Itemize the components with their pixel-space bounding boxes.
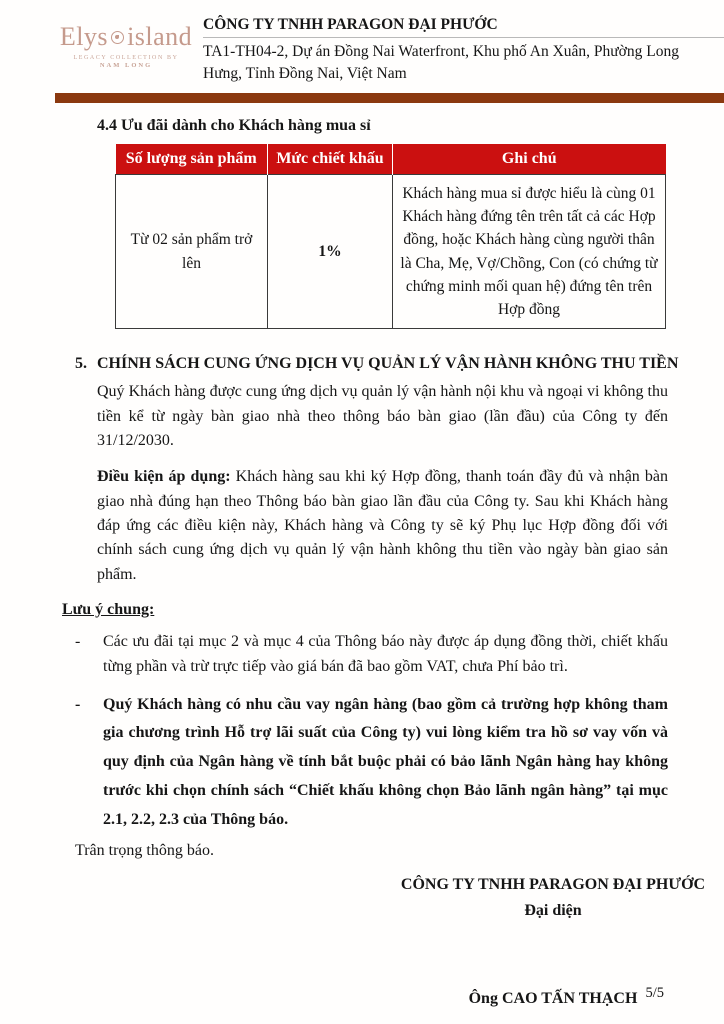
cell-discount: 1% [268, 174, 393, 329]
section-5-title: CHÍNH SÁCH CUNG ỨNG DỊCH VỤ QUẢN LÝ VẬN HÀNH KHÔNG THU TIỀN [97, 355, 679, 373]
bullet-dash: - [75, 695, 81, 713]
header-accent-bar [55, 93, 724, 103]
section-4-4-heading: 4.4 Ưu đãi dành cho Khách hàng mua sỉ [97, 116, 371, 134]
section-5-heading [75, 355, 724, 373]
company-name: CÔNG TY TNHH PARAGON ĐẠI PHƯỚC [203, 16, 724, 38]
note-bullet-2-text: Quý Khách hàng có nhu cầu vay ngân hàng (bao gồm cả trường hợp không tham gia chương trình Hỗ trợ lãi suất của Công ty) vui lòng kiểm tra hồ sơ vay vốn và quy định của Ngân hàng về tính bắt buộc phải có bảo lãnh Ngân hàng hay không trước khi chọn chính sách “Chiết khấu không chọn Bảo lãnh ngân hàng” tại mục 2.1, 2.2, 2.3 của Thông báo. [103, 695, 668, 828]
conditions-label: Điều kiện áp dụng: [97, 468, 231, 486]
general-notes-heading: Lưu ý chung: [62, 600, 155, 618]
wholesale-discount-table [115, 144, 666, 330]
logo-text-part1: Elys [59, 22, 109, 51]
document-header [0, 0, 724, 86]
cell-quantity: Từ 02 sản phẩm trở lên [116, 174, 268, 329]
closing-line: Trân trọng thông báo. [75, 841, 214, 859]
note-bullet-2 [75, 691, 668, 835]
signatory-name: Ông CAO TẤN THẠCH [468, 990, 638, 1008]
company-address: TA1-TH04-2, Dự án Đồng Nai Waterfront, Khu phố An Xuân, Phường Long Hưng, Tỉnh Đồng Nai, Việt Nam [203, 43, 679, 83]
page-number: 5/5 [645, 985, 664, 1001]
table-header-row [116, 144, 666, 175]
logo-text-part2: island [127, 22, 193, 51]
bullet-dash: - [75, 632, 81, 650]
conditions-text: Khách hàng sau khi ký Hợp đồng, thanh toán đầy đủ và nhận bàn giao nhà đúng hạn theo Thông báo bàn giao lần đầu của Công ty. Sau khi Khách hàng đáp ứng các điều kiện này, Khách hàng và Công ty sẽ ký Phụ lục Hợp đồng đối với chính sách cung ứng dịch vụ quản lý vận hành không thu tiền vào ngày bàn giao sản phẩm. [97, 468, 668, 583]
cell-note: Khách hàng mua sỉ được hiểu là cùng 01 Khách hàng đứng tên trên tất cả các Hợp đồng, hoặc Khách hàng cùng người thân là Cha, Mẹ, Vợ/Chồng, Con (có chứng từ chứng minh mối quan hệ) đứng tên trên Hợp đồng [393, 174, 666, 329]
company-info [203, 16, 724, 86]
company-logo [57, 16, 195, 69]
column-header-discount: Mức chiết khấu [268, 144, 393, 175]
logo-subtitle: LEGACY COLLECTION BY [73, 55, 179, 61]
logo-wordmark [57, 22, 195, 52]
table-row [116, 174, 666, 329]
note-bullet-1-text: Các ưu đãi tại mục 2 và mục 4 của Thông báo này được áp dụng đồng thời, chiết khấu từng phần và trừ trực tiếp vào giá bán đã bao gồm VAT, chưa Phí bảo trì. [103, 632, 668, 675]
note-bullet-1 [75, 630, 668, 680]
section-5-number: 5. [75, 355, 87, 373]
section-5-paragraph-1: Quý Khách hàng được cung ứng dịch vụ quản lý vận hành nội khu và ngoại vi không thu tiền kể từ ngày bàn giao nhà theo thông báo bàn giao (lần đầu) của Công ty đến 31/12/2030. [97, 383, 668, 450]
column-header-note: Ghi chú [393, 144, 666, 175]
section-5-paragraph-2 [97, 465, 668, 587]
signature-block [398, 872, 708, 925]
column-header-quantity: Số lượng sản phẩm [116, 144, 268, 175]
logo-mark-icon [111, 31, 124, 44]
signature-company: CÔNG TY TNHH PARAGON ĐẠI PHƯỚC [400, 875, 706, 893]
signature-role: Đại diện [524, 901, 582, 919]
logo-subtitle-brand: NAM LONG [99, 62, 153, 69]
